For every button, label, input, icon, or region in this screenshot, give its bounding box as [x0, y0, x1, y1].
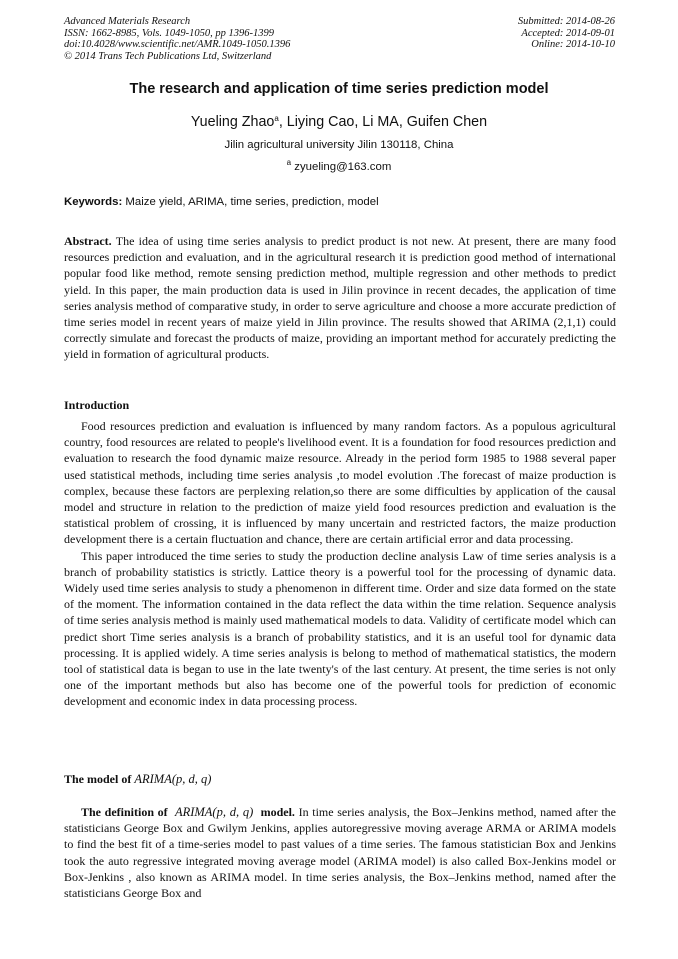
accepted-date: Accepted: 2014-09-01 — [521, 27, 615, 39]
issn-line: ISSN: 1662-8985, Vols. 1049-1050, pp 1396-1399 — [64, 27, 274, 39]
model-heading — [64, 772, 211, 787]
definition-label: The definition of — [81, 805, 168, 819]
copyright-line: © 2014 Trans Tech Publications Ltd, Switzerland — [64, 50, 272, 62]
other-authors: , Liying Cao, Li MA, Guifen Chen — [278, 114, 488, 130]
submitted-date: Submitted: 2014-08-26 — [517, 16, 615, 27]
model-heading-formula: ARIMA(p, d, q) — [134, 772, 212, 786]
introduction-body — [64, 418, 616, 710]
keywords-text: Maize yield, ARIMA, time series, prediction, model — [125, 196, 379, 208]
journal-name: Advanced Materials Research — [64, 16, 191, 27]
online-date: Online: 2014-10-10 — [531, 39, 615, 50]
doi-line: doi:10.4028/www.scientific.net/AMR.1049-1050.1396 — [64, 39, 291, 50]
model-heading-text: The model of — [64, 772, 132, 786]
definition-text: In time series analysis, the Box–Jenkins method, named after the statisticians George Box and Gwilym Jenkins, applies autoregressive moving average ARMA or ARIMA models to find the best fit of a time-series model to past values of a time series. The famous statistician Box and Jenkins took the auto regressive integrated moving average model (ARIMA model) is also called Box-Jenkins model or Box-Jenkins , also known as ARIMA model. In time series analysis, the Box–Jenkins method, named after the statisticians George Box and — [64, 805, 617, 901]
affiliation: Jilin agricultural university Jilin 130118, China — [224, 139, 454, 151]
definition-formula: ARIMA(p, d, q) — [174, 805, 254, 819]
journal-header — [64, 16, 290, 62]
author-email — [0, 158, 678, 173]
first-author-mark: a — [274, 114, 279, 123]
keywords-label: Keywords: — [64, 196, 123, 208]
keywords — [64, 196, 616, 208]
paper-title: The research and application of time series prediction model — [129, 81, 549, 97]
dates-header — [518, 16, 615, 51]
definition-label-end: model. — [260, 805, 295, 819]
email-address: zyueling@163.com — [294, 161, 392, 173]
introduction-heading: Introduction — [64, 398, 130, 412]
abstract-label: Abstract. — [64, 234, 112, 248]
abstract-text: The idea of using time series analysis to predict product is not new. At present, there are many food resources prediction and evaluation, and in the agricultural research it is prediction good method of international popular food like method, remote sensing prediction method, multiple regression and other methods to predict yield. In this paper, the main production data is used in Jilin province in recent decades, the application of time series analysis method of comparative study, in order to serve agriculture and choose a more accurate prediction of time series model in recent years of maize yield in Jilin province. The results showed that ARIMA (2,1,1) could correctly simulate and forecast the products of maize, providing an important method for accurately predicting the yield in formation of agricultural products. — [64, 234, 616, 362]
author-list — [0, 114, 678, 130]
introduction-paragraph-1: Food resources prediction and evaluation is influenced by many random factors. As a populous agricultural country, food resources are related to people's livelihood event. It is a foundation for food resources prediction and evaluation to research the food dynamic maize resource. Already in the period form 1985 to 1988 several paper used statistical methods, including time series analysis ,to model evolution .The forecast of maize production is complex, because these factors are perplexing relation,so there are some difficulties by application of the causal model and structure in relation to the prediction of maize yield food resources prediction and evaluation is the statistical problem of crossing, it is influenced by many uncertain and restricted factors, the maize production development there is a certain fluctuation and chance, there are certain artificial error and data processing. — [64, 419, 616, 547]
abstract — [64, 233, 616, 363]
email-mark: a — [286, 158, 292, 167]
introduction-paragraph-2: This paper introduced the time series to study the production decline analysis Law of time series analysis is a branch of probability statistics is strictly. Lattice theory is a powerful tool for the processing of dynamic data. Widely used time series analysis to study a phenomenon in different time. Order and size data formed on the state of the moment. The information contained in the data reflect the data within the time relation. Sequence analysis of time series analysis method is mainly used mathematical models to data. Validity of certificate model which can predict short Time series analysis is a branch of probability statistics, and it is an useful tool for dynamic data processing. It is applied widely. A time series analysis is belong to method of mathematical statistics, the modern tool of statistical data is began to use in the late twenty's of the last century. At present, the time series is not only one of the important methods but also has become one of the powerful tools for prediction of economic development and economic index in data processing process. — [64, 548, 616, 709]
first-author: Yueling Zhao — [190, 114, 275, 130]
model-definition — [64, 804, 616, 901]
